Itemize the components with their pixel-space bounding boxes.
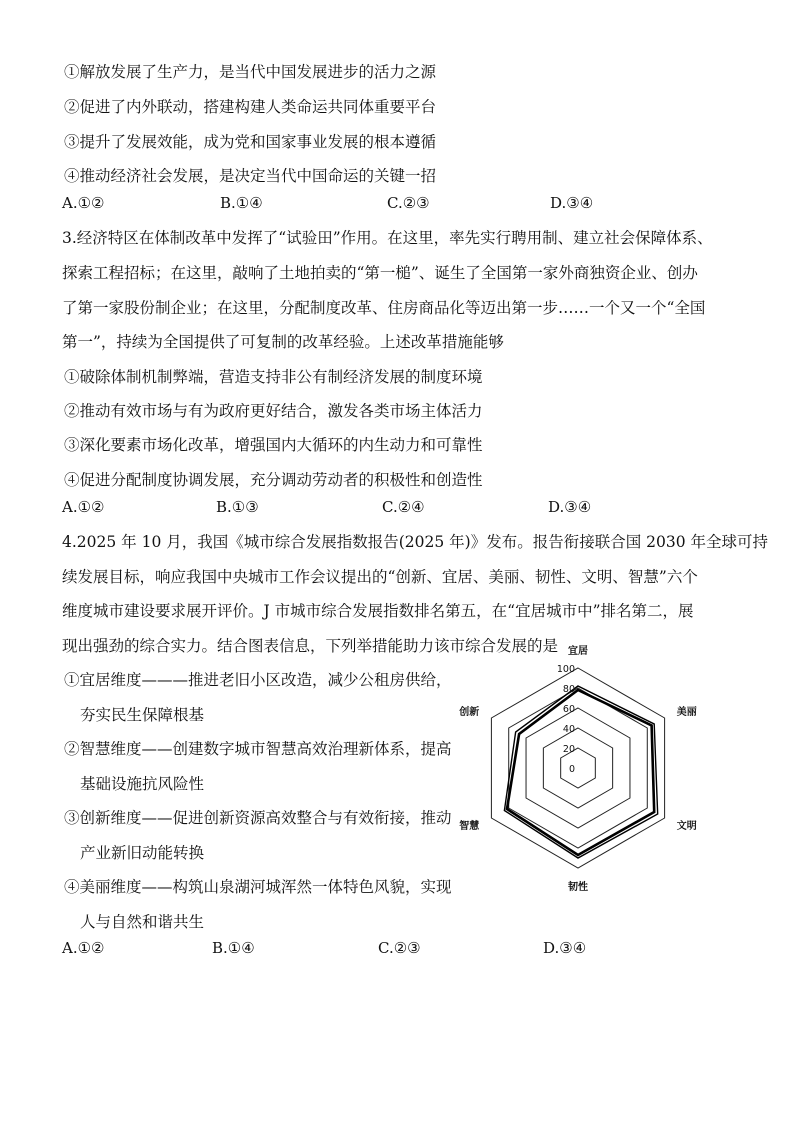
radar-chart	[455, 646, 700, 893]
q3-item-2: ②推动有效市场与有为政府更好结合，激发各类市场主体活力	[64, 402, 483, 420]
radar-grid-ring	[491, 668, 664, 868]
radar-series-line	[504, 686, 657, 858]
q4-option-c[interactable]: C.②③	[378, 939, 421, 957]
q4-item-1-line-2: 夯实民生保障根基	[80, 706, 205, 724]
q4-option-b[interactable]: B.①④	[212, 939, 255, 957]
q3-option-d[interactable]: D.③④	[548, 498, 592, 516]
q2-item-1: ①解放发展了生产力，是当代中国发展进步的活力之源	[64, 63, 437, 81]
q3-option-a[interactable]: A.①②	[62, 498, 105, 516]
radar-grid-ring	[543, 728, 612, 808]
radar-axis-label: 文明	[676, 821, 697, 832]
q4-item-1-line-1: ①宜居维度———推进老旧小区改造，减少公租房供给，	[64, 671, 452, 689]
radar-series-line	[507, 690, 654, 855]
q4-item-2-line-2: 基础设施抗风险性	[80, 775, 205, 793]
q2-options	[62, 193, 702, 213]
q2-item-3: ③提升了发展效能，成为党和国家事业发展的根本遵循	[64, 133, 437, 151]
radar-tick-label: 100	[556, 664, 575, 675]
radar-tick-label: 60	[562, 704, 575, 715]
q4-options	[62, 938, 702, 958]
q2-option-b[interactable]: B.①④	[220, 194, 263, 212]
radar-tick-label: 80	[562, 684, 575, 695]
q4-stem-line-3: 维度城市建设要求展开评价。J 市城市综合发展指数排名第五，在“宜居城市中”排名第二，展	[62, 602, 694, 620]
radar-tick-label: 0	[568, 764, 575, 775]
radar-axis-label: 韧性	[568, 882, 588, 893]
q2-item-2: ②促进了内外联动，搭建构建人类命运共同体重要平台	[64, 98, 437, 116]
radar-axis-label: 智慧	[459, 821, 480, 832]
radar-axis-label: 创新	[459, 707, 480, 718]
q3-stem-line-4: 第一”，持续为全国提供了可复制的改革经验。上述改革措施能够	[62, 333, 504, 351]
q3-option-c[interactable]: C.②④	[382, 498, 425, 516]
q4-item-4-line-1: ④美丽维度——构筑山泉湖河城浑然一体特色风貌，实现	[64, 878, 452, 896]
q4-option-a[interactable]: A.①②	[62, 939, 105, 957]
radar-axis-label: 宜居	[568, 646, 588, 657]
q3-item-3: ③深化要素市场化改革，增强国内大循环的内生动力和可靠性	[64, 436, 483, 454]
radar-tick-label: 20	[562, 744, 575, 755]
q2-option-d[interactable]: D.③④	[550, 194, 594, 212]
q2-option-a[interactable]: A.①②	[62, 194, 105, 212]
q4-option-d[interactable]: D.③④	[543, 939, 587, 957]
radar-axis-label: 美丽	[676, 707, 697, 718]
q3-item-1: ①破除体制机制弊端，营造支持非公有制经济发展的制度环境	[64, 368, 483, 386]
q4-item-4-line-2: 人与自然和谐共生	[80, 913, 205, 931]
q3-options	[62, 497, 702, 517]
q2-option-c[interactable]: C.②③	[387, 194, 430, 212]
q4-item-2-line-1: ②智慧维度——创建数字城市智慧高效治理新体系，提高	[64, 740, 452, 758]
q3-stem-line-3: 了第一家股份制企业；在这里，分配制度改革、住房商品化等迈出第一步……一个又一个“全国	[62, 299, 706, 317]
q3-option-b[interactable]: B.①③	[216, 498, 259, 516]
q2-item-4: ④推动经济社会发展，是决定当代中国命运的关键一招	[64, 167, 437, 185]
q4-item-3-line-2: 产业新旧动能转换	[80, 844, 205, 862]
q4-stem-line-2: 续发展目标，响应我国中央城市工作会议提出的“创新、宜居、美丽、韧性、文明、智慧”六个	[62, 568, 698, 586]
q4-stem-line-1: 4.2025 年 10 月，我国《城市综合发展指数报告(2025 年)》发布。报告衔接联合国 2030 年全球可持	[62, 533, 769, 551]
radar-grid-ring	[526, 708, 630, 828]
q3-item-4: ④促进分配制度协调发展，充分调动劳动者的积极性和创造性	[64, 471, 483, 489]
radar-tick-label: 40	[562, 724, 575, 735]
q3-stem-line-1: 3.经济特区在体制改革中发挥了“试验田”作用。在这里，率先实行聘用制、建立社会保障体系、	[62, 229, 713, 247]
q4-stem-line-4: 现出强劲的综合实力。结合图表信息，下列举措能助力该市综合发展的是	[62, 637, 559, 655]
q3-stem-line-2: 探索工程招标；在这里，敲响了土地拍卖的“第一槌”、诞生了全国第一家外商独资企业、创办	[62, 264, 698, 282]
q4-item-3-line-1: ③创新维度——促进创新资源高效整合与有效衔接，推动	[64, 809, 452, 827]
